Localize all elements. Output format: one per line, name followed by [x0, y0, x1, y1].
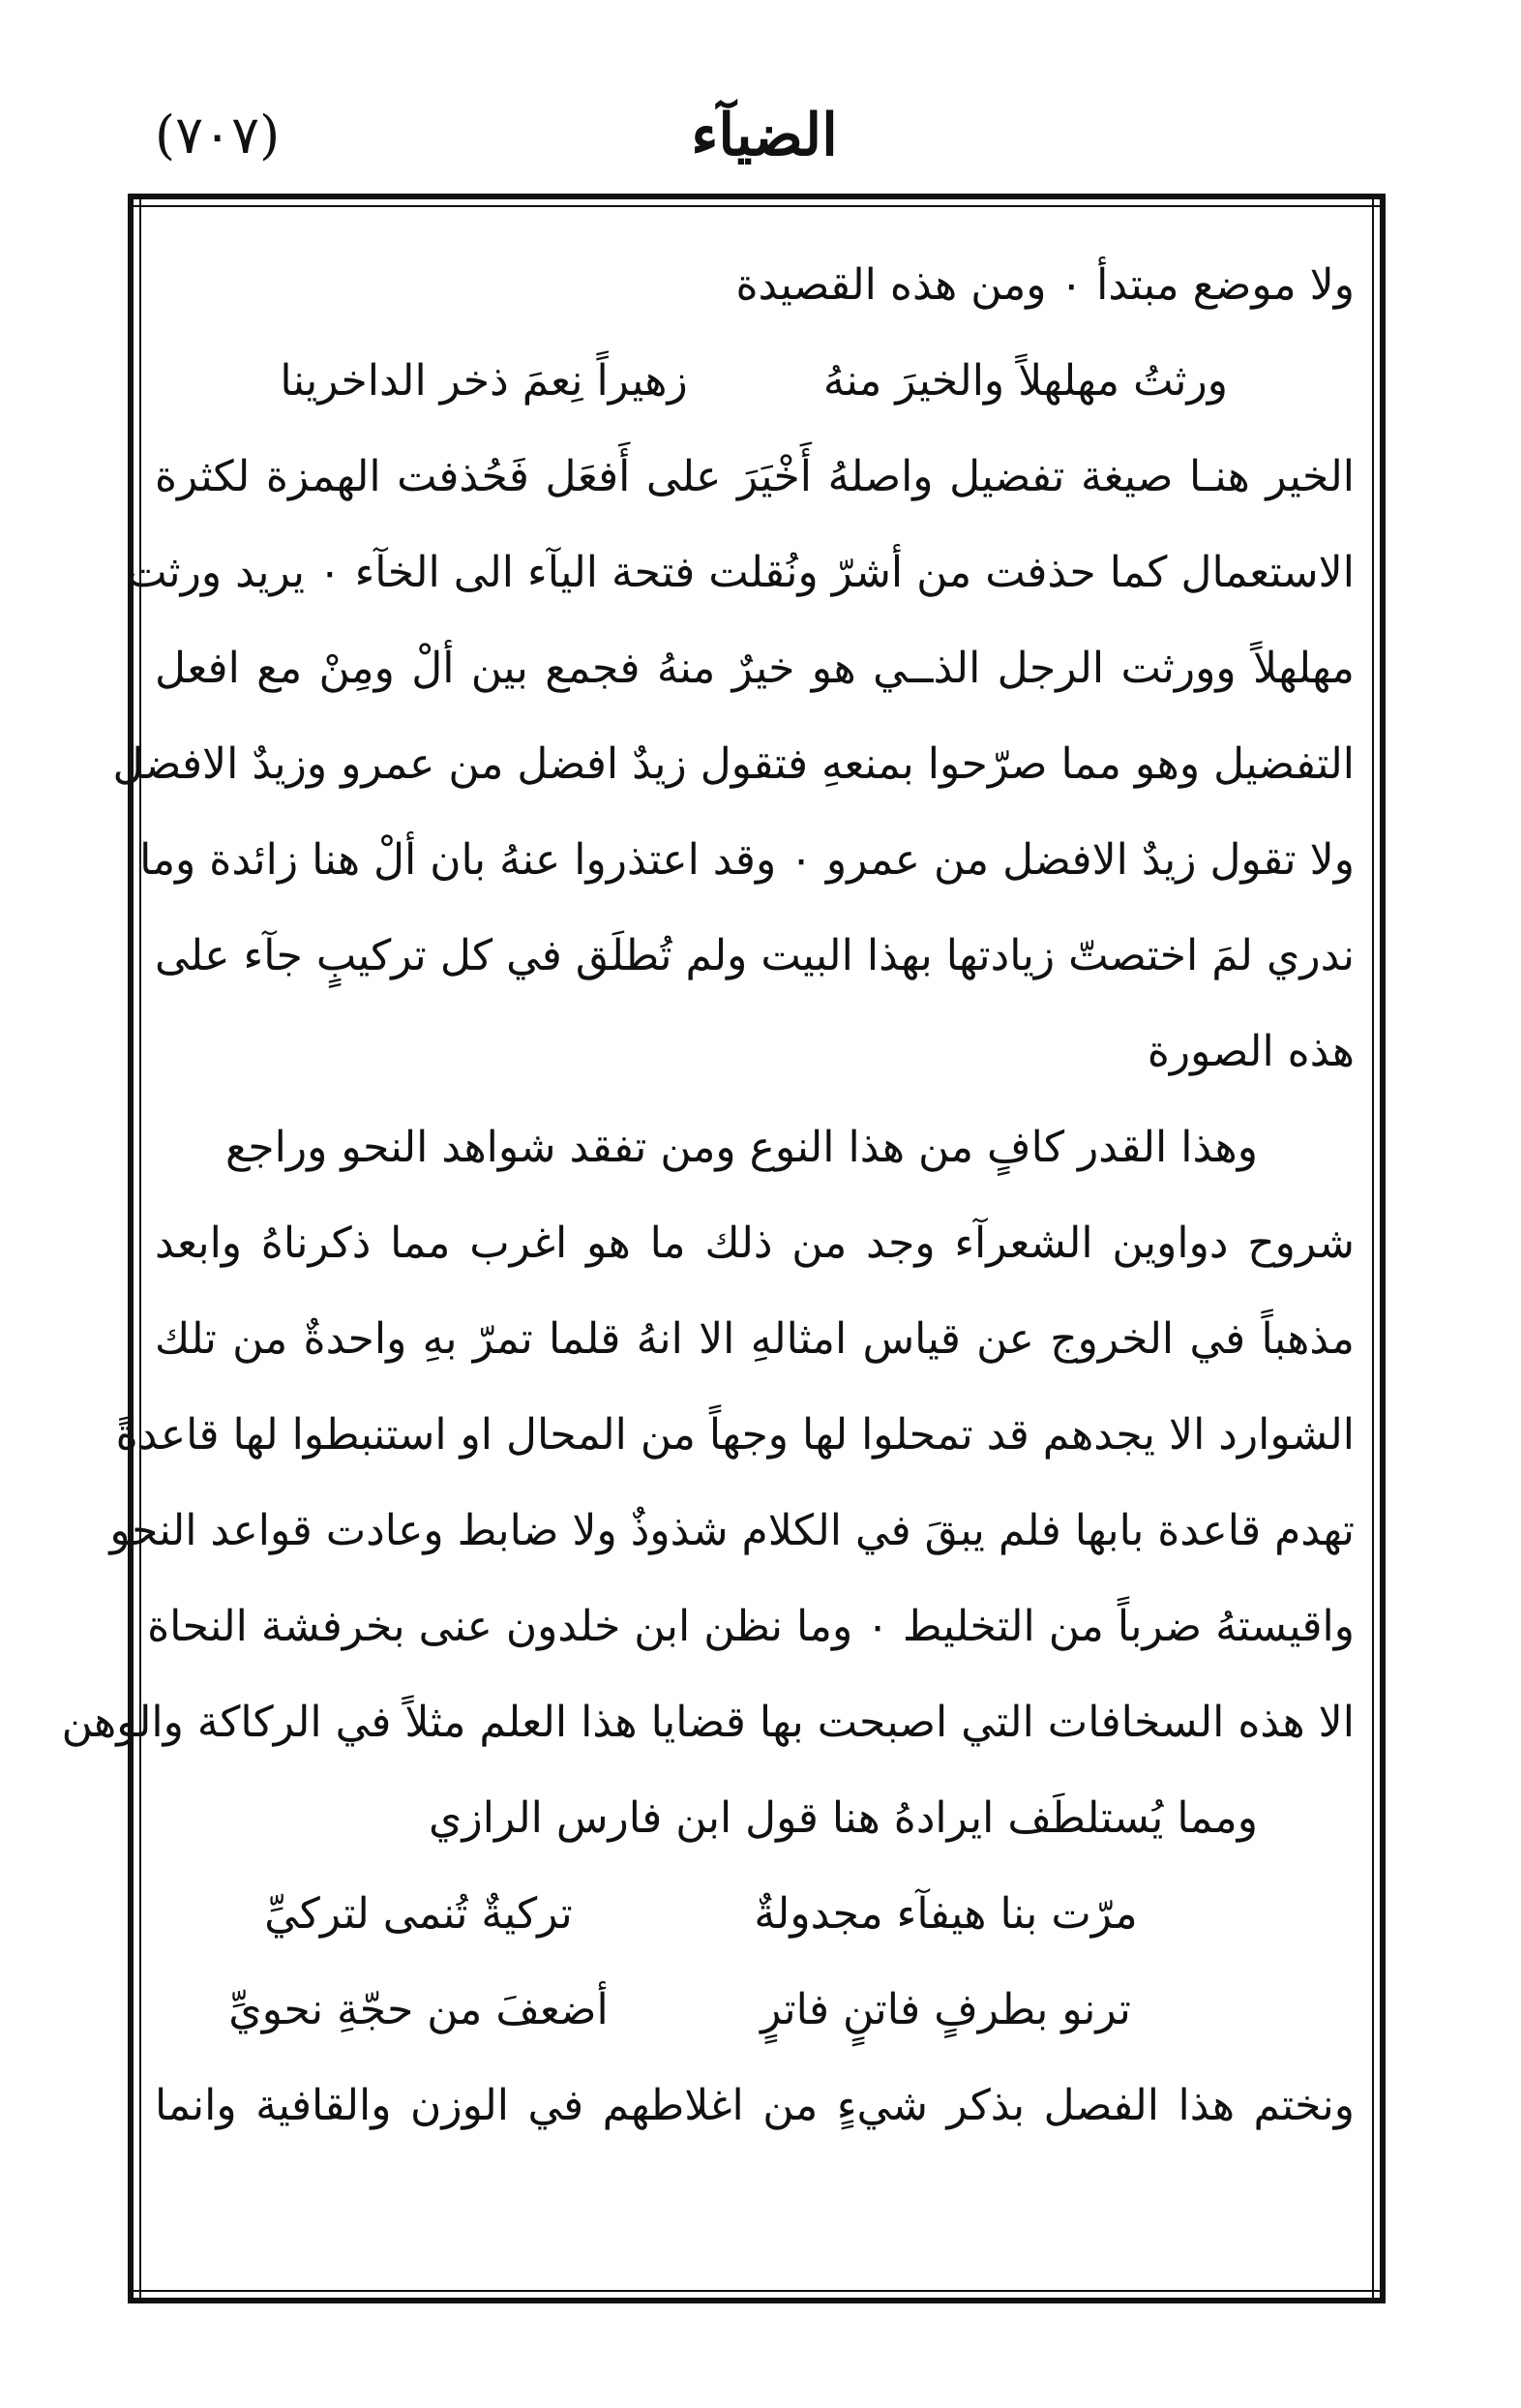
text-line: الاستعمال كما حذفت من أشرّ ونُقلت فتحة اليآء الى الخآء ٠ يريد ورثت	[127, 548, 1355, 597]
frame-rule-right	[1380, 194, 1386, 2303]
frame-rule-right-inner	[1372, 194, 1374, 2303]
page-number: (٧٠٧)	[155, 105, 281, 166]
page-header	[135, 92, 1393, 179]
text-line: ندري لمَ اختصتّ زيادتها بهذا البيت ولم تُطلَق في كل تركيبٍ جآء على	[155, 931, 1355, 980]
frame-rule-top	[128, 194, 1386, 199]
verse-first-hemistich: ورثتُ مهلهلاً والخيرَ منهُ	[822, 356, 1229, 406]
text-line: ونختم هذا الفصل بذكر شيءٍ من اغلاطهم في الوزن والقافية وانما	[155, 2081, 1355, 2130]
frame-rule-left	[128, 194, 134, 2303]
frame-rule-bottom	[128, 2298, 1386, 2303]
poem-line	[155, 1962, 1355, 2058]
journal-title: الضيآء	[691, 102, 838, 169]
frame-rule-top-inner	[128, 205, 1386, 207]
text-line: ومما يُستلطَف ايرادهُ هنا قول ابن فارس الرازي	[429, 1793, 1258, 1843]
text-line: مذهباً في الخروج عن قياس امثالهِ الا انهُ قلما تمرّ بهِ واحدةٌ من تلك	[155, 1314, 1355, 1364]
verse-first-hemistich: مرّت بنا هيفآء مجدولةٌ	[754, 1889, 1138, 1939]
text-line: الا هذه السخافات التي اصبحت بها قضايا هذا العلم مثلاً في الركاكة والوهن	[61, 1698, 1355, 1747]
text-line: ولا تقول زيدٌ الافضل من عمرو ٠ وقد اعتذروا عنهُ بان ألْ هنا زائدة وما	[139, 835, 1355, 885]
text-line: ولا موضع مبتدأ ٠ ومن هذه القصيدة	[735, 260, 1355, 310]
verse-second-hemistich: تركيةٌ تُنمى لتركيِّ	[264, 1889, 573, 1939]
text-line: الخير هنـا صيغة تفضيل واصلهُ أَخْيَرَ على أَفعَل فَحُذفت الهمزة لكثرة	[155, 452, 1355, 501]
text-line: الشوارد الا يجدهم قد تمحلوا لها وجهاً من المحال او استنبطوا لها قاعدةً	[115, 1410, 1355, 1460]
verse-second-hemistich: أضعفَ من حجّةِ نحويِّ	[228, 1985, 609, 2034]
text-line: هذه الصورة	[1147, 1027, 1355, 1076]
frame-rule-left-inner	[139, 194, 141, 2303]
verse-first-hemistich: ترنو بطرفٍ فاتنٍ فاترٍ	[760, 1985, 1131, 2034]
text-line: واقيستهُ ضرباً من التخليط ٠ وما نظن ابن خلدون عنى بخرفشة النحاة	[147, 1602, 1355, 1651]
text-line: تهدم قاعدة بابها فلم يبقَ في الكلام شذوذٌ ولا ضابط وعادت قواعد النحو	[109, 1506, 1355, 1555]
text-line: التفضيل وهو مما صرّحوا بمنعهِ فتقول زيدٌ افضل من عمرو وزيدٌ الافضل	[112, 739, 1355, 789]
poem-line	[155, 1866, 1355, 1962]
text-line: مهلهلاً وورثت الرجل الذــي هو خيرٌ منهُ فجمع بين ألْ ومِنْ مع افعل	[155, 644, 1355, 693]
frame-rule-bottom-inner	[128, 2290, 1386, 2292]
body-text	[61, 237, 1355, 2153]
text-line: شروح دواوين الشعرآء وجد من ذلك ما هو اغرب مما ذكرناهُ وابعد	[155, 1219, 1355, 1268]
text-line: وهذا القدر كافٍ من هذا النوع ومن تفقد شواهد النحو وراجع	[225, 1123, 1258, 1172]
verse-second-hemistich: زهيراً نِعمَ ذخر الداخرينا	[280, 356, 688, 406]
verse-line	[155, 333, 1355, 429]
